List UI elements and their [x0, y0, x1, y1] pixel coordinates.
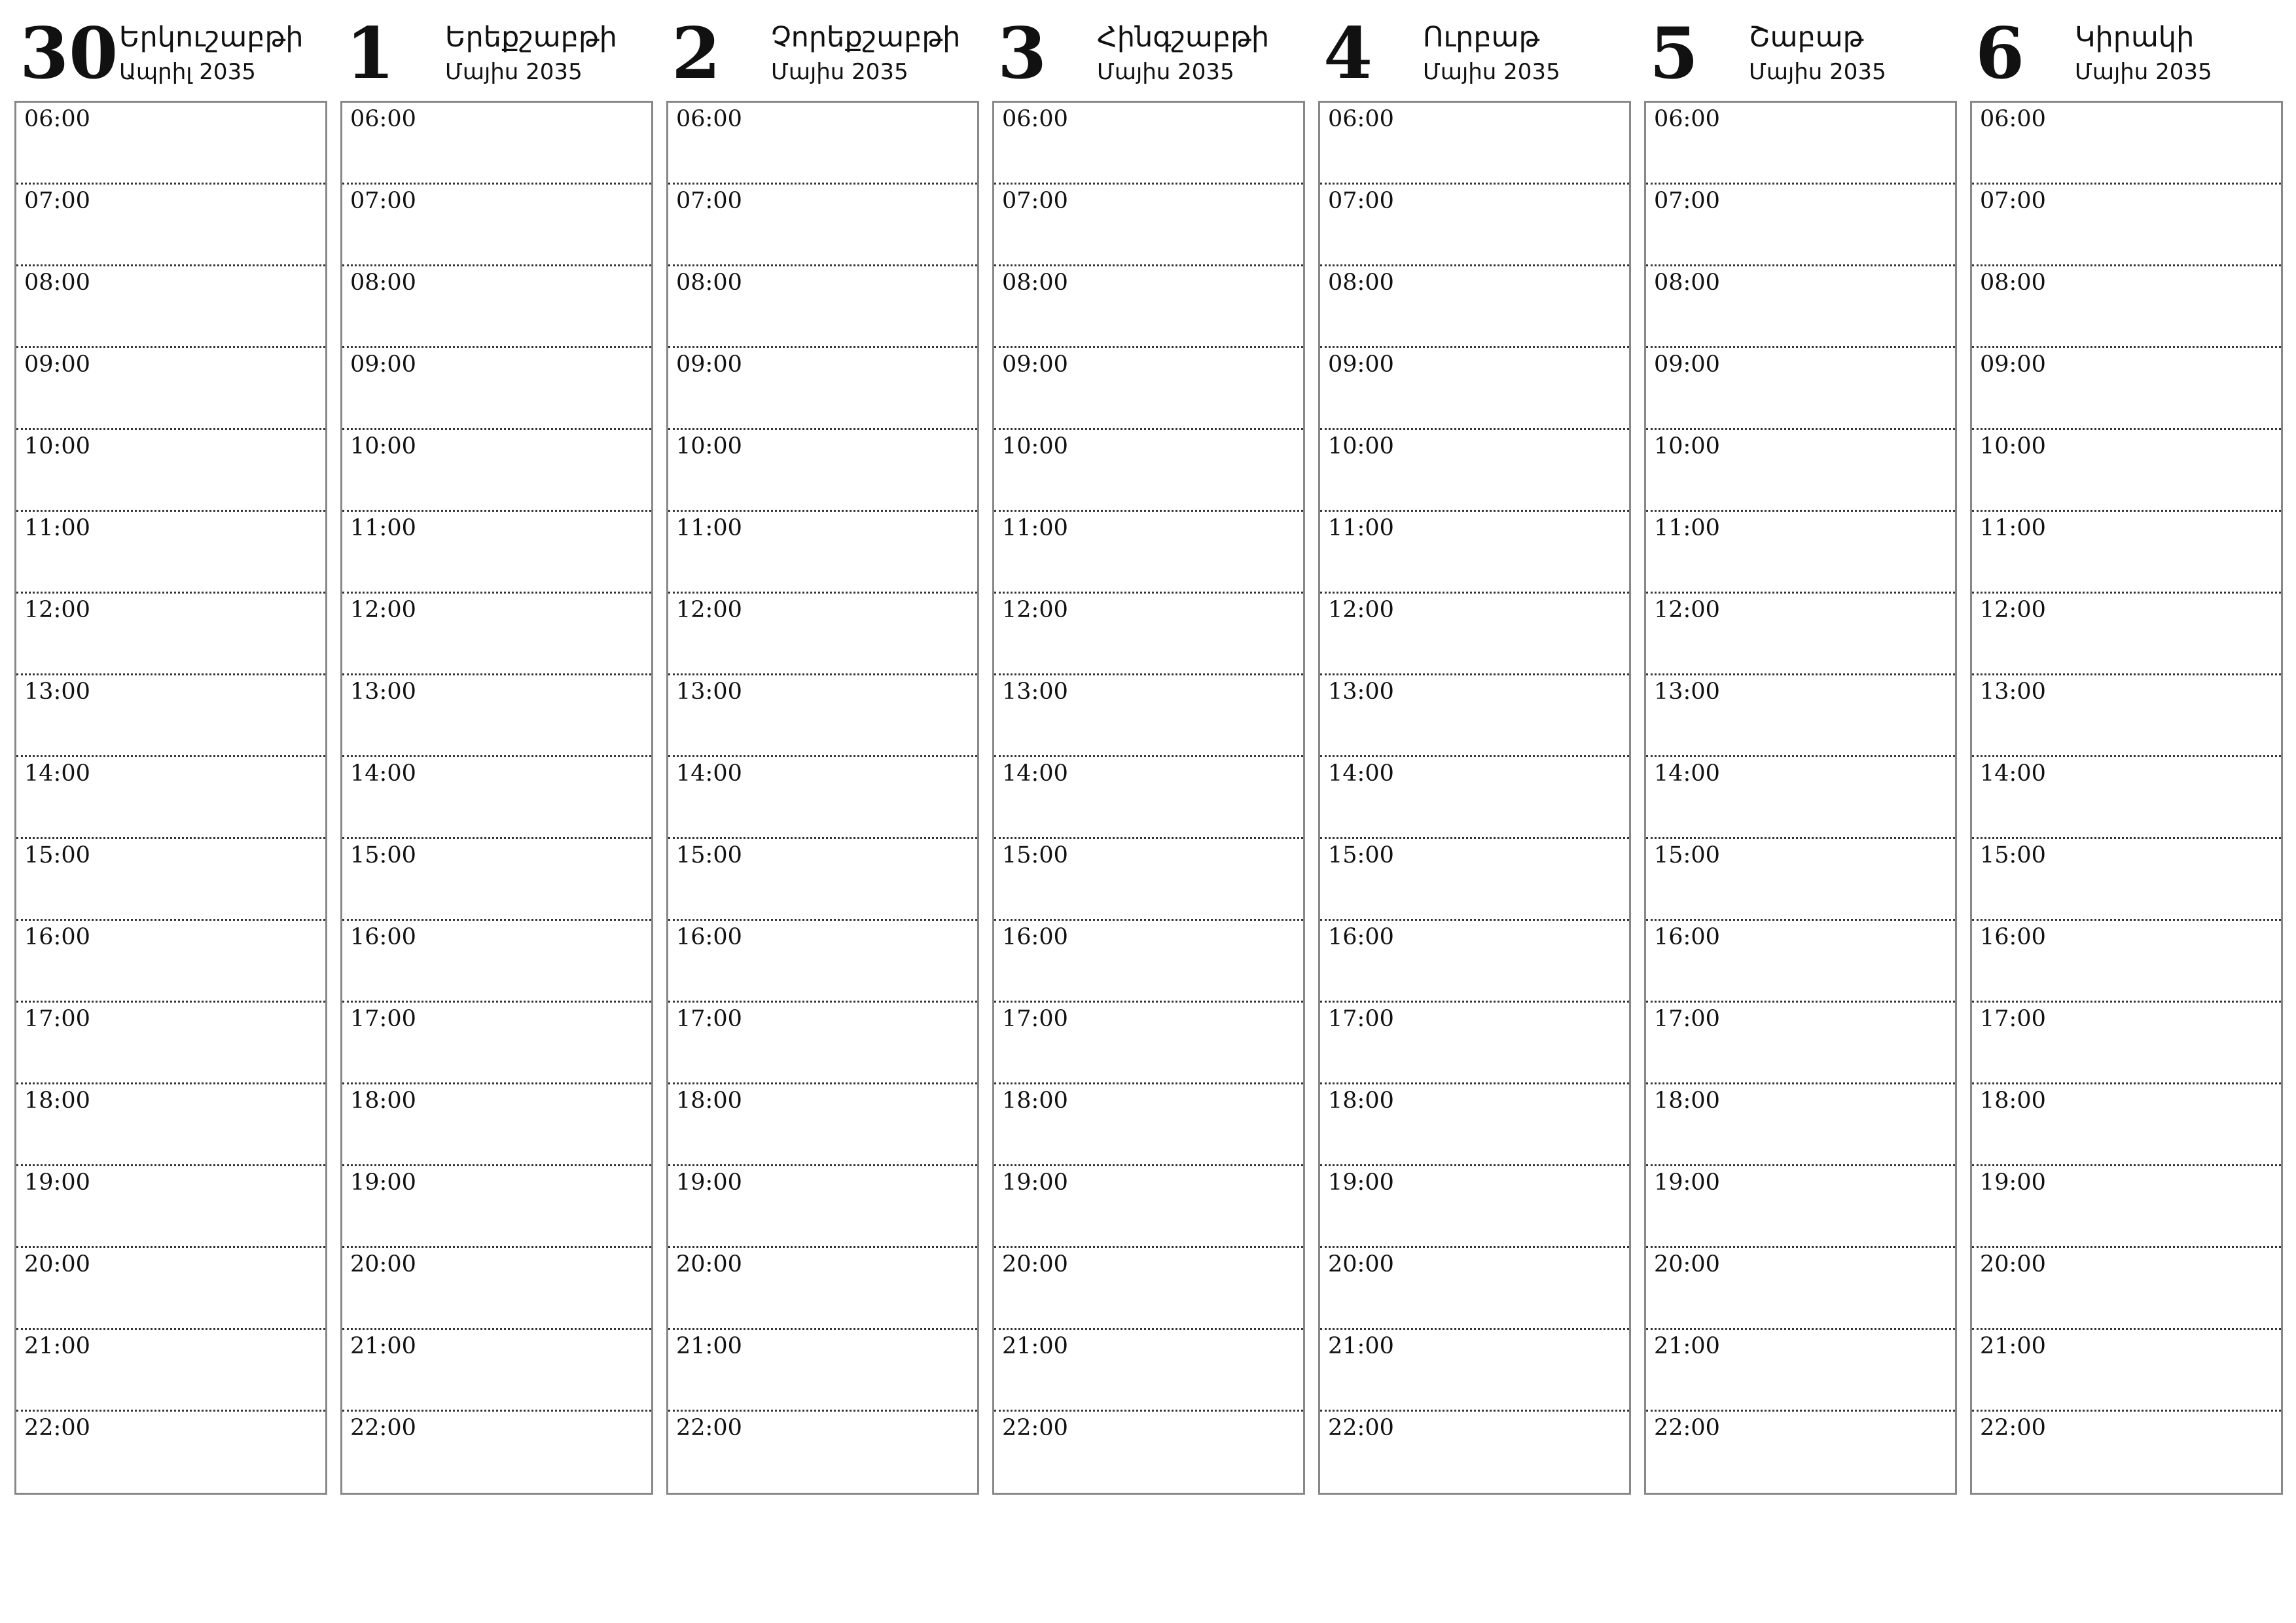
hour-slot[interactable] — [1646, 921, 1955, 1003]
hour-slot[interactable] — [1320, 185, 1629, 266]
hour-slot[interactable] — [16, 839, 325, 921]
hour-label: 08:00 — [1002, 270, 1068, 296]
day-header — [666, 13, 979, 101]
month-year: Ապրիլ 2035 — [119, 59, 256, 85]
hour-label: 11:00 — [1002, 515, 1068, 541]
hour-label: 10:00 — [1980, 433, 2046, 459]
hour-slot[interactable] — [1320, 1330, 1629, 1412]
hour-slot[interactable] — [994, 1412, 1303, 1493]
hour-slot[interactable] — [1646, 185, 1955, 266]
hour-label: 21:00 — [1654, 1333, 1720, 1359]
hour-slot[interactable] — [342, 921, 651, 1003]
hour-slot[interactable] — [342, 594, 651, 675]
hour-label: 06:00 — [1980, 106, 2046, 132]
hour-label: 15:00 — [24, 842, 90, 868]
hour-label: 18:00 — [1328, 1088, 1394, 1114]
hour-label: 09:00 — [350, 351, 416, 378]
hour-label: 09:00 — [1002, 351, 1068, 378]
hour-slot[interactable] — [994, 921, 1303, 1003]
day-schedule-box — [1644, 101, 1957, 1495]
hour-label: 07:00 — [1654, 188, 1720, 214]
day-header — [14, 13, 327, 101]
day-number: 5 — [1649, 12, 1699, 95]
hour-label: 06:00 — [676, 106, 742, 132]
hour-label: 06:00 — [1654, 106, 1720, 132]
hour-slot[interactable] — [1646, 594, 1955, 675]
hour-label: 10:00 — [1654, 433, 1720, 459]
hour-label: 21:00 — [1328, 1333, 1394, 1359]
hour-label: 17:00 — [676, 1006, 742, 1032]
hour-label: 21:00 — [676, 1333, 742, 1359]
hour-label: 22:00 — [24, 1415, 90, 1441]
hour-slot[interactable] — [994, 839, 1303, 921]
month-year: Մայիս 2035 — [2075, 59, 2212, 85]
hour-label: 07:00 — [24, 188, 90, 214]
day-header — [1644, 13, 1957, 101]
day-schedule-box — [992, 101, 1305, 1495]
hour-label: 08:00 — [1980, 270, 2046, 296]
hour-slot[interactable] — [1972, 348, 2281, 430]
hour-slot[interactable] — [668, 594, 977, 675]
hour-slot[interactable] — [16, 185, 325, 266]
hour-label: 22:00 — [1980, 1415, 2046, 1441]
hour-label: 11:00 — [24, 515, 90, 541]
hour-slot[interactable] — [16, 594, 325, 675]
month-year: Մայիս 2035 — [445, 59, 583, 85]
hour-slot[interactable] — [1646, 1084, 1955, 1166]
hour-label: 18:00 — [350, 1088, 416, 1114]
hour-slot[interactable] — [1972, 594, 2281, 675]
hour-label: 19:00 — [24, 1169, 90, 1196]
hour-slot[interactable] — [994, 1084, 1303, 1166]
hour-slot[interactable] — [668, 1084, 977, 1166]
hour-label: 18:00 — [676, 1088, 742, 1114]
hour-slot[interactable] — [342, 1330, 651, 1412]
hour-slot[interactable] — [1972, 1084, 2281, 1166]
hour-label: 07:00 — [676, 188, 742, 214]
hour-slot[interactable] — [16, 921, 325, 1003]
hour-label: 19:00 — [350, 1169, 416, 1196]
hour-slot[interactable] — [342, 266, 651, 348]
hour-label: 16:00 — [350, 924, 416, 950]
hour-label: 08:00 — [1328, 270, 1394, 296]
hour-slot[interactable] — [342, 839, 651, 921]
hour-slot[interactable] — [1972, 675, 2281, 757]
hour-slot[interactable] — [668, 430, 977, 512]
hour-slot[interactable] — [1646, 675, 1955, 757]
hour-slot[interactable] — [16, 266, 325, 348]
month-year: Մայիս 2035 — [1423, 59, 1560, 85]
hour-slot[interactable] — [1320, 757, 1629, 839]
month-year: Մայիս 2035 — [1097, 59, 1234, 85]
hour-slot[interactable] — [1646, 266, 1955, 348]
hour-slot[interactable] — [342, 1248, 651, 1330]
hour-label: 09:00 — [1980, 351, 2046, 378]
hour-slot[interactable] — [1972, 185, 2281, 266]
hour-label: 21:00 — [350, 1333, 416, 1359]
hour-slot[interactable] — [668, 512, 977, 594]
hour-label: 19:00 — [1980, 1169, 2046, 1196]
day-column — [1318, 13, 1631, 1495]
weekday-name: Երեքշաբթի — [445, 21, 617, 54]
hour-slot[interactable] — [994, 103, 1303, 185]
hour-label: 09:00 — [1654, 351, 1720, 378]
hour-label: 11:00 — [1980, 515, 2046, 541]
day-schedule-box — [340, 101, 653, 1495]
hour-slot[interactable] — [1320, 594, 1629, 675]
hour-slot[interactable] — [994, 430, 1303, 512]
hour-slot[interactable] — [994, 1003, 1303, 1084]
hour-slot[interactable] — [1320, 512, 1629, 594]
hour-label: 08:00 — [676, 270, 742, 296]
hour-label: 16:00 — [1002, 924, 1068, 950]
hour-slot[interactable] — [1646, 757, 1955, 839]
hour-slot[interactable] — [1320, 1003, 1629, 1084]
day-schedule-box — [1318, 101, 1631, 1495]
hour-slot[interactable] — [1972, 1412, 2281, 1493]
hour-label: 08:00 — [24, 270, 90, 296]
hour-label: 16:00 — [1654, 924, 1720, 950]
month-year: Մայիս 2035 — [771, 59, 908, 85]
hour-slot[interactable] — [994, 1166, 1303, 1248]
hour-slot[interactable] — [342, 512, 651, 594]
hour-slot[interactable] — [1646, 103, 1955, 185]
hour-slot[interactable] — [1320, 1084, 1629, 1166]
hour-slot[interactable] — [668, 103, 977, 185]
hour-slot[interactable] — [1320, 1166, 1629, 1248]
hour-slot[interactable] — [1972, 1248, 2281, 1330]
hour-slot[interactable] — [994, 185, 1303, 266]
hour-label: 19:00 — [676, 1169, 742, 1196]
hour-slot[interactable] — [342, 1412, 651, 1493]
hour-slot[interactable] — [994, 1248, 1303, 1330]
hour-slot[interactable] — [1646, 1412, 1955, 1493]
hour-label: 11:00 — [350, 515, 416, 541]
hour-slot[interactable] — [668, 757, 977, 839]
hour-label: 17:00 — [350, 1006, 416, 1032]
hour-slot[interactable] — [1320, 1412, 1629, 1493]
hour-slot[interactable] — [668, 839, 977, 921]
hour-label: 18:00 — [24, 1088, 90, 1114]
hour-slot[interactable] — [16, 103, 325, 185]
hour-slot[interactable] — [994, 594, 1303, 675]
hour-slot[interactable] — [1646, 1248, 1955, 1330]
hour-slot[interactable] — [668, 266, 977, 348]
hour-slot[interactable] — [668, 921, 977, 1003]
hour-slot[interactable] — [668, 348, 977, 430]
hour-label: 20:00 — [1002, 1251, 1068, 1277]
hour-slot[interactable] — [342, 1166, 651, 1248]
hour-label: 13:00 — [1980, 679, 2046, 705]
day-column — [992, 13, 1305, 1495]
hour-label: 10:00 — [1328, 433, 1394, 459]
hour-slot[interactable] — [994, 348, 1303, 430]
hour-slot[interactable] — [1646, 1003, 1955, 1084]
hour-label: 21:00 — [24, 1333, 90, 1359]
hour-slot[interactable] — [668, 1248, 977, 1330]
hour-label: 06:00 — [1328, 106, 1394, 132]
hour-label: 14:00 — [1002, 760, 1068, 787]
hour-slot[interactable] — [668, 1412, 977, 1493]
weekday-name: Ուրբաթ — [1423, 21, 1540, 54]
hour-label: 09:00 — [676, 351, 742, 378]
hour-label: 18:00 — [1002, 1088, 1068, 1114]
hour-slot[interactable] — [1320, 266, 1629, 348]
weekday-name: Չորեքշաբթի — [771, 21, 961, 54]
hour-label: 10:00 — [350, 433, 416, 459]
hour-label: 10:00 — [676, 433, 742, 459]
hour-slot[interactable] — [994, 1330, 1303, 1412]
hour-label: 14:00 — [350, 760, 416, 787]
hour-label: 19:00 — [1328, 1169, 1394, 1196]
hour-label: 16:00 — [1328, 924, 1394, 950]
hour-slot[interactable] — [1320, 348, 1629, 430]
day-number: 2 — [672, 12, 721, 95]
hour-label: 20:00 — [1980, 1251, 2046, 1277]
hour-label: 12:00 — [1980, 597, 2046, 623]
hour-label: 17:00 — [1002, 1006, 1068, 1032]
hour-label: 14:00 — [1980, 760, 2046, 787]
hour-label: 22:00 — [1002, 1415, 1068, 1441]
day-header — [1970, 13, 2283, 101]
hour-label: 17:00 — [1980, 1006, 2046, 1032]
weekday-name: Կիրակի — [2075, 21, 2195, 54]
hour-slot[interactable] — [1646, 839, 1955, 921]
hour-label: 17:00 — [24, 1006, 90, 1032]
hour-slot[interactable] — [994, 512, 1303, 594]
hour-slot[interactable] — [1972, 1003, 2281, 1084]
hour-label: 17:00 — [1328, 1006, 1394, 1032]
hour-slot[interactable] — [668, 1003, 977, 1084]
hour-label: 21:00 — [1980, 1333, 2046, 1359]
day-column — [1644, 13, 1957, 1495]
hour-label: 06:00 — [24, 106, 90, 132]
hour-label: 07:00 — [1980, 188, 2046, 214]
hour-label: 22:00 — [350, 1415, 416, 1441]
hour-label: 15:00 — [350, 842, 416, 868]
hour-slot[interactable] — [16, 1166, 325, 1248]
hour-label: 16:00 — [24, 924, 90, 950]
hour-label: 15:00 — [1654, 842, 1720, 868]
hour-slot[interactable] — [1646, 512, 1955, 594]
hour-label: 21:00 — [1002, 1333, 1068, 1359]
hour-slot[interactable] — [342, 757, 651, 839]
hour-slot[interactable] — [1646, 430, 1955, 512]
hour-label: 22:00 — [1654, 1415, 1720, 1441]
day-header — [992, 13, 1305, 101]
hour-label: 15:00 — [676, 842, 742, 868]
weekday-name: Շաբաթ — [1749, 21, 1864, 54]
hour-label: 20:00 — [24, 1251, 90, 1277]
day-number: 30 — [20, 12, 118, 95]
hour-slot[interactable] — [342, 1084, 651, 1166]
hour-label: 13:00 — [1328, 679, 1394, 705]
hour-slot[interactable] — [16, 757, 325, 839]
day-column — [14, 13, 327, 1495]
hour-label: 09:00 — [1328, 351, 1394, 378]
hour-label: 14:00 — [24, 760, 90, 787]
hour-slot[interactable] — [1972, 921, 2281, 1003]
hour-label: 20:00 — [350, 1251, 416, 1277]
hour-label: 07:00 — [350, 188, 416, 214]
hour-slot[interactable] — [668, 675, 977, 757]
day-number: 3 — [997, 12, 1047, 95]
hour-slot[interactable] — [668, 185, 977, 266]
hour-label: 12:00 — [1002, 597, 1068, 623]
hour-slot[interactable] — [1972, 512, 2281, 594]
day-column — [1970, 13, 2283, 1495]
hour-label: 12:00 — [350, 597, 416, 623]
hour-label: 10:00 — [1002, 433, 1068, 459]
hour-slot[interactable] — [16, 1412, 325, 1493]
hour-slot[interactable] — [342, 430, 651, 512]
hour-label: 06:00 — [350, 106, 416, 132]
hour-slot[interactable] — [1320, 430, 1629, 512]
hour-label: 14:00 — [676, 760, 742, 787]
hour-slot[interactable] — [994, 757, 1303, 839]
hour-slot[interactable] — [1972, 839, 2281, 921]
day-number: 6 — [1975, 12, 2025, 95]
hour-label: 13:00 — [24, 679, 90, 705]
hour-label: 07:00 — [1002, 188, 1068, 214]
hour-label: 12:00 — [1654, 597, 1720, 623]
hour-slot[interactable] — [1320, 103, 1629, 185]
day-column — [666, 13, 979, 1495]
hour-label: 11:00 — [1328, 515, 1394, 541]
hour-slot[interactable] — [1320, 675, 1629, 757]
hour-label: 16:00 — [1980, 924, 2046, 950]
hour-label: 19:00 — [1654, 1169, 1720, 1196]
month-year: Մայիս 2035 — [1749, 59, 1886, 85]
hour-label: 15:00 — [1002, 842, 1068, 868]
hour-label: 08:00 — [1654, 270, 1720, 296]
hour-slot[interactable] — [1320, 921, 1629, 1003]
hour-slot[interactable] — [1972, 266, 2281, 348]
hour-slot[interactable] — [342, 185, 651, 266]
hour-slot[interactable] — [1646, 1166, 1955, 1248]
hour-slot[interactable] — [16, 348, 325, 430]
weekday-name: Հինգշաբթի — [1097, 21, 1270, 54]
hour-label: 12:00 — [676, 597, 742, 623]
hour-label: 10:00 — [24, 433, 90, 459]
hour-label: 18:00 — [1980, 1088, 2046, 1114]
day-column — [340, 13, 653, 1495]
hour-label: 13:00 — [676, 679, 742, 705]
hour-slot[interactable] — [994, 675, 1303, 757]
day-header — [340, 13, 653, 101]
hour-label: 20:00 — [676, 1251, 742, 1277]
hour-slot[interactable] — [1646, 348, 1955, 430]
hour-slot[interactable] — [1972, 103, 2281, 185]
hour-label: 08:00 — [350, 270, 416, 296]
hour-label: 13:00 — [350, 679, 416, 705]
hour-label: 13:00 — [1002, 679, 1068, 705]
hour-slot[interactable] — [1972, 430, 2281, 512]
hour-slot[interactable] — [668, 1330, 977, 1412]
hour-slot[interactable] — [16, 430, 325, 512]
day-number: 1 — [346, 12, 395, 95]
hour-label: 06:00 — [1002, 106, 1068, 132]
hour-slot[interactable] — [1320, 839, 1629, 921]
hour-label: 16:00 — [676, 924, 742, 950]
hour-label: 13:00 — [1654, 679, 1720, 705]
hour-slot[interactable] — [16, 675, 325, 757]
hour-label: 15:00 — [1980, 842, 2046, 868]
hour-label: 19:00 — [1002, 1169, 1068, 1196]
hour-slot[interactable] — [342, 103, 651, 185]
hour-label: 18:00 — [1654, 1088, 1720, 1114]
hour-slot[interactable] — [342, 675, 651, 757]
hour-slot[interactable] — [1972, 1330, 2281, 1412]
weekday-name: Երկուշաբթի — [119, 21, 304, 54]
hour-slot[interactable] — [994, 266, 1303, 348]
hour-label: 15:00 — [1328, 842, 1394, 868]
hour-label: 20:00 — [1654, 1251, 1720, 1277]
hour-label: 12:00 — [1328, 597, 1394, 623]
hour-slot[interactable] — [668, 1166, 977, 1248]
hour-label: 20:00 — [1328, 1251, 1394, 1277]
day-header — [1318, 13, 1631, 101]
day-schedule-box — [1970, 101, 2283, 1495]
hour-label: 17:00 — [1654, 1006, 1720, 1032]
hour-label: 09:00 — [24, 351, 90, 378]
hour-label: 11:00 — [676, 515, 742, 541]
hour-label: 14:00 — [1328, 760, 1394, 787]
day-schedule-box — [14, 101, 327, 1495]
hour-slot[interactable] — [1972, 757, 2281, 839]
hour-label: 22:00 — [1328, 1415, 1394, 1441]
hour-label: 12:00 — [24, 597, 90, 623]
day-schedule-box — [666, 101, 979, 1495]
hour-slot[interactable] — [1972, 1166, 2281, 1248]
hour-label: 14:00 — [1654, 760, 1720, 787]
hour-slot[interactable] — [16, 1003, 325, 1084]
hour-slot[interactable] — [342, 348, 651, 430]
hour-label: 07:00 — [1328, 188, 1394, 214]
hour-slot[interactable] — [16, 1084, 325, 1166]
day-number: 4 — [1323, 12, 1373, 95]
hour-slot[interactable] — [342, 1003, 651, 1084]
hour-label: 22:00 — [676, 1415, 742, 1441]
hour-slot[interactable] — [1646, 1330, 1955, 1412]
hour-slot[interactable] — [16, 1248, 325, 1330]
hour-label: 11:00 — [1654, 515, 1720, 541]
hour-slot[interactable] — [1320, 1248, 1629, 1330]
hour-slot[interactable] — [16, 512, 325, 594]
hour-slot[interactable] — [16, 1330, 325, 1412]
